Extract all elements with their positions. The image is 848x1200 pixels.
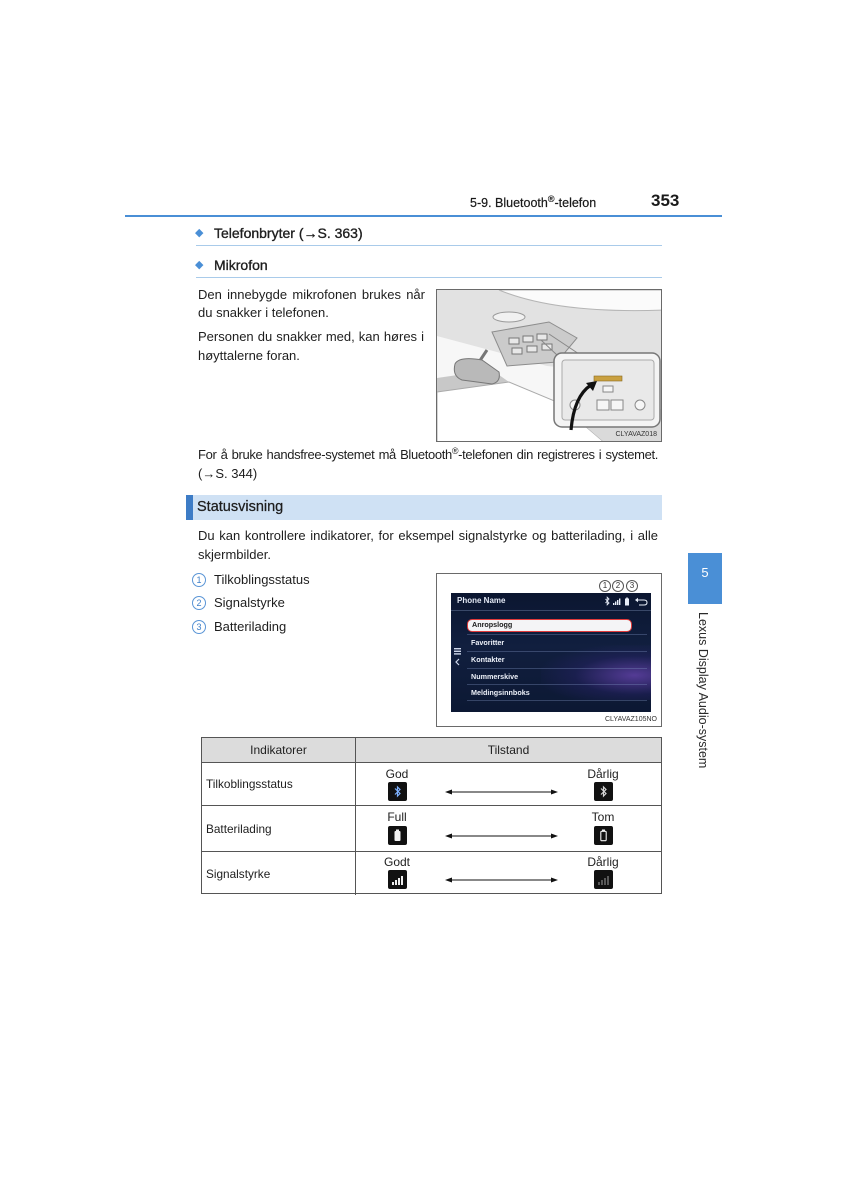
table-row-label-cell bbox=[202, 852, 356, 895]
menu-separator bbox=[467, 668, 647, 669]
section-title-suffix: -telefon bbox=[554, 196, 597, 210]
screen-callout-number: 1 bbox=[599, 580, 611, 592]
good-state-label: God bbox=[385, 767, 409, 781]
back-icon bbox=[637, 600, 647, 605]
battery-icon bbox=[594, 826, 613, 845]
running-header bbox=[470, 195, 596, 211]
screen-menu-item: Nummerskive bbox=[471, 671, 519, 681]
screen-title-separator bbox=[451, 610, 651, 611]
bluetooth-icon bbox=[594, 782, 613, 801]
subsection-rule bbox=[196, 277, 662, 278]
callout-number: 3 bbox=[192, 620, 206, 634]
screen-menu-item: Kontakter bbox=[471, 654, 505, 664]
console-button bbox=[537, 334, 547, 340]
console-button bbox=[523, 336, 533, 342]
phone-screen-figure bbox=[436, 573, 662, 727]
registration-note-reference: (→S. 344) bbox=[198, 466, 258, 481]
header-rule bbox=[125, 215, 722, 217]
menu-separator bbox=[467, 651, 647, 652]
screen-menu-item: Anropslogg bbox=[467, 619, 632, 632]
chapter-tab bbox=[688, 553, 722, 604]
good-state-label: Full bbox=[387, 810, 407, 824]
microphone-figure bbox=[436, 289, 662, 442]
diamond-bullet-icon: ◆ bbox=[195, 258, 204, 271]
section-heading-bar bbox=[186, 495, 662, 520]
microphone-icon bbox=[594, 376, 622, 381]
bluetooth-icon bbox=[606, 597, 610, 605]
note-text: For å bruke handsfree-systemet må Bluetooth bbox=[198, 447, 452, 462]
screen-title: Phone Name bbox=[457, 596, 506, 605]
indicator-name: Signalstyrke bbox=[206, 866, 271, 881]
table-row-state-cell bbox=[356, 806, 661, 852]
indicator-name: Batterilading bbox=[206, 821, 272, 836]
microphone-text-line: Personen du snakker med, kan høres i bbox=[198, 329, 424, 344]
bluetooth-icon bbox=[388, 782, 407, 801]
page-number: 353 bbox=[651, 191, 680, 210]
table-header-indicators: Indikatorer bbox=[202, 738, 356, 763]
registered-mark: ® bbox=[547, 194, 555, 204]
screen-callout-number: 3 bbox=[626, 580, 638, 592]
chapter-number: 5 bbox=[701, 565, 709, 580]
indicator-name: Tilkoblingsstatus bbox=[206, 777, 293, 791]
chevron-left-icon bbox=[456, 659, 459, 665]
microphone-text-line: Den innebygde mikrofonen brukes når bbox=[198, 287, 425, 302]
callout-label: Batterilading bbox=[214, 619, 287, 634]
section-title: 5-9. Bluetooth bbox=[470, 196, 548, 210]
subsection-rule bbox=[196, 245, 662, 246]
figure-caption: CLYAVAZ105NO bbox=[604, 716, 657, 723]
back-arrowhead-icon bbox=[635, 598, 638, 602]
table-row-state-cell bbox=[356, 852, 661, 895]
registration-note-line bbox=[198, 446, 658, 464]
figure-caption: CLYAVAZ018 bbox=[615, 431, 657, 438]
double-arrow-icon bbox=[445, 876, 558, 884]
callout-label: Tilkoblingsstatus bbox=[214, 572, 310, 587]
console-button bbox=[509, 338, 519, 344]
note-text: -telefonen din registreres i systemet. bbox=[458, 447, 658, 462]
callout-number: 1 bbox=[192, 573, 206, 587]
battery-icon bbox=[625, 598, 629, 606]
screen-menu-item: Favoritter bbox=[471, 637, 505, 647]
bad-state-label: Dårlig bbox=[587, 767, 619, 781]
microphone-text-line: du snakker i telefonen. bbox=[198, 305, 329, 320]
table-header-state: Tilstand bbox=[356, 738, 661, 763]
inset-button bbox=[603, 386, 613, 392]
good-state-label: Godt bbox=[383, 855, 410, 869]
console-button bbox=[512, 348, 522, 354]
callout-label: Signalstyrke bbox=[214, 595, 285, 610]
inset-knob bbox=[635, 400, 645, 410]
bad-state-label: Dårlig bbox=[587, 855, 619, 869]
heading-accent-strip bbox=[186, 495, 193, 520]
battery-icon bbox=[388, 826, 407, 845]
car-interior-illustration bbox=[437, 290, 662, 442]
table-row-state-cell bbox=[356, 763, 661, 806]
callout-number: 2 bbox=[192, 596, 206, 610]
overhead-lamp bbox=[493, 312, 525, 322]
table-row-label-cell bbox=[202, 763, 356, 806]
screen-status-icons bbox=[604, 596, 649, 607]
subsection-title-phone-switch: Telefonbryter (→S. 363) bbox=[214, 225, 363, 241]
microphone-text-line: høyttalerne foran. bbox=[198, 348, 300, 363]
screen-side-icons bbox=[453, 647, 462, 669]
inset-button bbox=[597, 400, 609, 410]
registered-mark: ® bbox=[451, 446, 459, 456]
screen-callout-number: 2 bbox=[612, 580, 624, 592]
phone-screen bbox=[451, 593, 651, 712]
bad-state-label: Tom bbox=[591, 810, 615, 824]
signal-icon bbox=[388, 870, 407, 889]
section-heading: Statusvisning bbox=[197, 499, 284, 515]
subsection-title-microphone: Mikrofon bbox=[214, 257, 268, 273]
screen-menu-item: Meldingsinnboks bbox=[471, 687, 530, 697]
inset-button bbox=[611, 400, 623, 410]
list-icon bbox=[454, 648, 461, 655]
menu-separator bbox=[467, 700, 647, 701]
status-intro-line: Du kan kontrollere indikatorer, for eksempel signalstyrke og batterilading, i alle bbox=[198, 528, 658, 543]
indicator-table bbox=[201, 737, 662, 894]
signal-icon bbox=[594, 870, 613, 889]
signal-icon bbox=[613, 599, 620, 606]
diamond-bullet-icon: ◆ bbox=[195, 226, 204, 239]
status-intro-line: skjermbilder. bbox=[198, 547, 271, 562]
double-arrow-icon bbox=[445, 832, 558, 840]
chapter-title: Lexus Display Audio-system bbox=[696, 612, 710, 769]
double-arrow-icon bbox=[445, 788, 558, 796]
console-button bbox=[527, 346, 537, 352]
table-row-label-cell bbox=[202, 806, 356, 852]
